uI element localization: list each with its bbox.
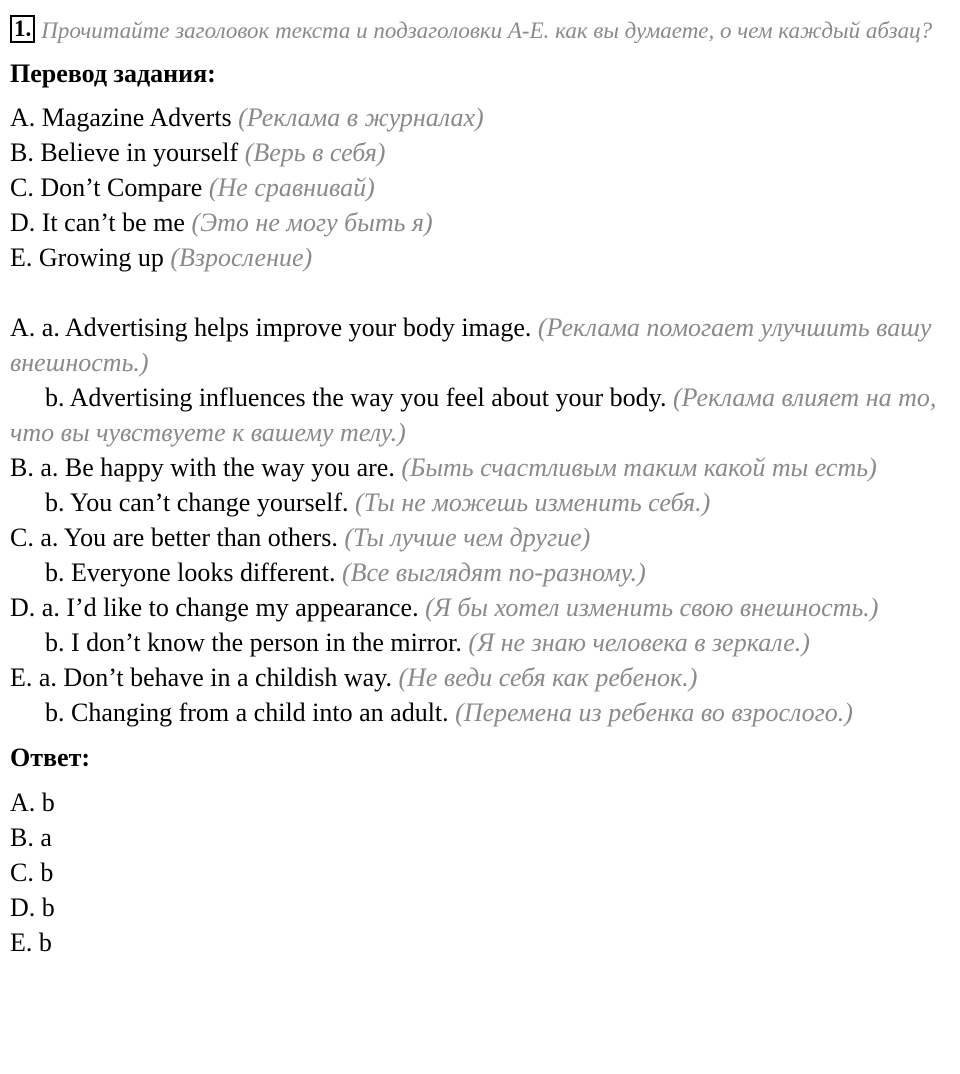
heading-translation: (Взросление) [170, 243, 313, 272]
translation-heading: Перевод задания: [10, 59, 216, 88]
option-text: b. Changing from a child into an adult. [45, 698, 449, 727]
blank-line [10, 275, 955, 310]
option-e-a [10, 660, 955, 695]
option-text: D. a. I’d like to change my appearance. [10, 593, 419, 622]
option-translation: (Ты лучше чем другие) [344, 523, 591, 552]
option-a-b [10, 380, 955, 450]
answer-item: E. b [10, 928, 52, 957]
answer-item: B. a [10, 823, 52, 852]
option-b-a [10, 450, 955, 485]
heading-translation: (Это не могу быть я) [191, 208, 433, 237]
answer-item: C. b [10, 858, 54, 887]
heading-item-b [10, 135, 955, 170]
option-translation: (Быть счастливым таким какой ты есть) [401, 453, 877, 482]
option-e-b [10, 695, 955, 730]
heading-text: B. Believe in yourself [10, 138, 239, 167]
option-b-b [10, 485, 955, 520]
heading-translation: (Не сравнивай) [208, 173, 375, 202]
heading-item-e [10, 240, 955, 275]
option-text: C. a. You are better than others. [10, 523, 338, 552]
heading-text: D. It can’t be me [10, 208, 185, 237]
option-text: b. Advertising influences the way you feel about your body. [45, 383, 667, 412]
option-translation: (Все выглядят по-разному.) [342, 558, 646, 587]
task-instruction [10, 13, 955, 48]
heading-text: A. Magazine Adverts [10, 103, 232, 132]
answer-item: A. b [10, 788, 55, 817]
option-text: b. You can’t change yourself. [45, 488, 349, 517]
option-c-a [10, 520, 955, 555]
option-text: B. a. Be happy with the way you are. [10, 453, 395, 482]
option-translation: (Я бы хотел изменить свою внешность.) [425, 593, 879, 622]
heading-item-d [10, 205, 955, 240]
task-number-box: 1. [10, 15, 35, 43]
heading-text: C. Don’t Compare [10, 173, 203, 202]
option-translation: (Ты не можешь изменить себя.) [355, 488, 711, 517]
heading-translation: (Верь в себя) [244, 138, 386, 167]
option-text: E. a. Don’t behave in a childish way. [10, 663, 392, 692]
option-a-a [10, 310, 955, 380]
option-c-b [10, 555, 955, 590]
headings-list [10, 100, 955, 275]
option-d-b [10, 625, 955, 660]
answer-heading: Ответ: [10, 743, 91, 772]
option-d-a [10, 590, 955, 625]
heading-item-a [10, 100, 955, 135]
option-text: b. Everyone looks different. [45, 558, 336, 587]
option-translation: (Реклама помогает улучшить вашу внешность.) [10, 313, 932, 377]
option-text: b. I don’t know the person in the mirror. [45, 628, 462, 657]
heading-text: E. Growing up [10, 243, 164, 272]
heading-item-c [10, 170, 955, 205]
option-translation: (Не веди себя как ребенок.) [398, 663, 698, 692]
option-translation: (Перемена из ребенка во взрослого.) [455, 698, 853, 727]
task-instruction-text: Прочитайте заголовок текста и подзаголовки A-E. как вы думаете, о чем каждый абзац? [41, 18, 933, 43]
answers-list [10, 785, 955, 960]
heading-translation: (Реклама в журналах) [238, 103, 484, 132]
document-page [10, 0, 955, 960]
option-translation: (Реклама влияет на то, что вы чувствуете к вашему телу.) [10, 383, 937, 447]
option-text: A. a. Advertising helps improve your body image. [10, 313, 532, 342]
answer-item: D. b [10, 893, 55, 922]
option-translation: (Я не знаю человека в зеркале.) [468, 628, 810, 657]
options-list [10, 310, 955, 730]
